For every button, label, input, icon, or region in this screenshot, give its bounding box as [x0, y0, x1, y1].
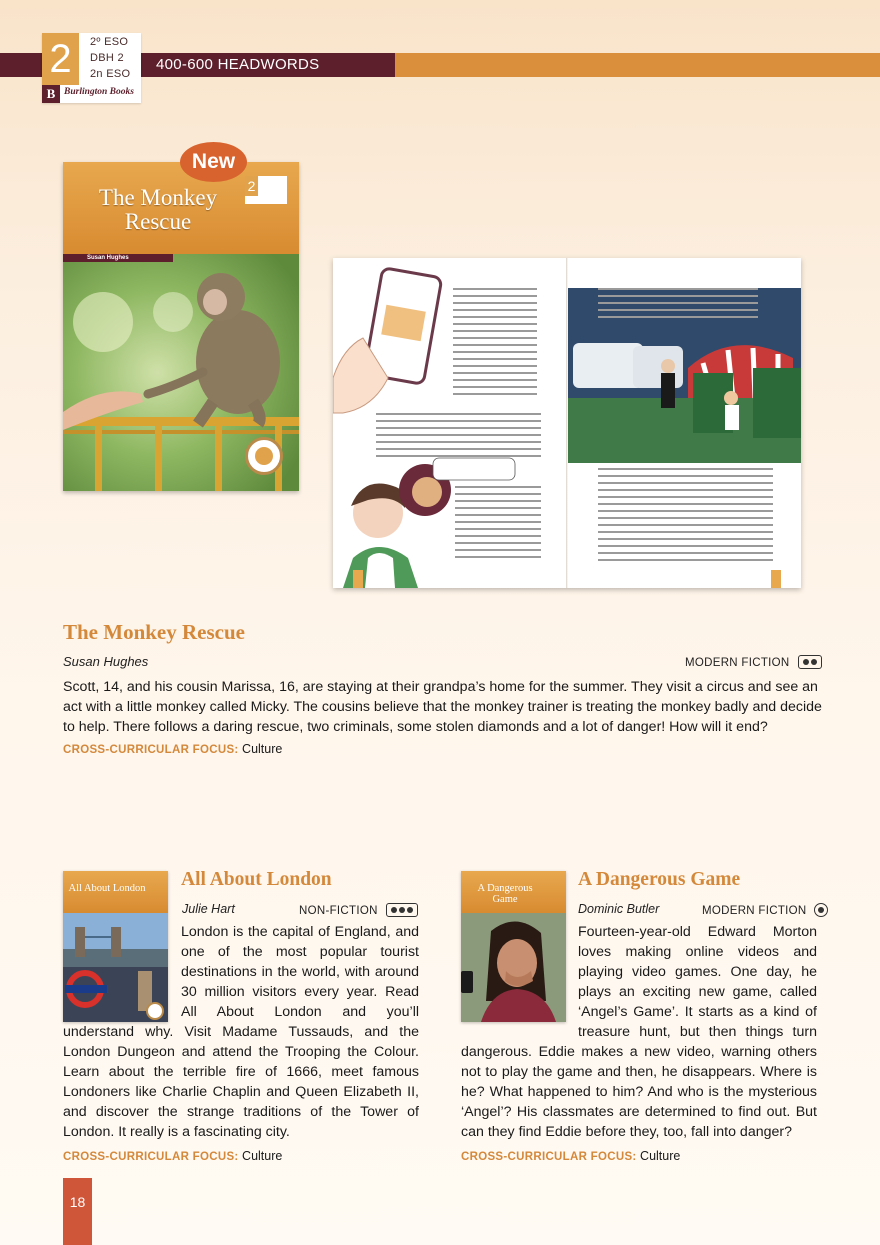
book-genre: NON-FICTION	[299, 905, 378, 917]
header-bar-right	[395, 53, 880, 77]
featured-book-author: Susan Hughes	[63, 654, 149, 669]
right-page-text-block-2	[598, 468, 773, 566]
focus-a-dangerous-game	[461, 1149, 680, 1163]
left-page-text-block-1	[453, 288, 537, 400]
featured-book-cover[interactable]	[63, 162, 299, 491]
cover-author: Susan Hughes	[87, 255, 129, 261]
focus-value: Culture	[242, 1149, 283, 1163]
cover-title: A Dangerous Game	[477, 883, 533, 905]
book-title-a-dangerous-game: A Dangerous Game	[578, 869, 741, 890]
level-number: 2	[42, 33, 79, 85]
book-author-all-about-london: Julie Hart	[182, 902, 235, 916]
book-description-a-dangerous-game	[461, 922, 817, 1142]
genre-group-a-dangerous-game	[702, 901, 828, 919]
page-number: 18	[63, 1178, 92, 1245]
focus-all-about-london	[63, 1149, 282, 1163]
cover-title: All About London	[68, 883, 146, 894]
difficulty-dots-icon	[386, 903, 418, 917]
book-genre: MODERN FICTION	[702, 905, 807, 917]
featured-book-title: The Monkey Rescue	[63, 620, 245, 644]
featured-focus	[63, 742, 282, 756]
difficulty-dots-icon	[798, 655, 822, 669]
focus-label: CROSS-CURRICULAR FOCUS:	[63, 744, 239, 756]
focus-value: Culture	[640, 1149, 681, 1163]
featured-description: Scott, 14, and his cousin Marissa, 16, are staying at their grandpa’s home for the summer. They visit a circus and see an act with a little monkey called Micky. The cousins believe that the monkey trainer is treating the monkey badly and decide to help. There follows a daring rescue, two criminals, some stolen diamonds and a lot of danger! How will it end?	[63, 679, 822, 735]
focus-label: CROSS-CURRICULAR FOCUS:	[63, 1151, 239, 1163]
description-text: Fourteen-year-old Edward Morton loves making online videos and playing video games. One day, he plays an exciting new game, called ‘Angel’s Game’. It starts as a kind of treasure hunt, but then things turn dangerous. Eddie makes a new video, warning others not to play the game and then, he disappears. Where is he? What happened to him? And who is the mysterious ‘Angel’? His classmates are determined to find out. But can they find Eddie before they, too, fall into danger?	[461, 924, 817, 1140]
level-line-3: 2n ESO	[90, 68, 131, 80]
genre-group-all-about-london	[299, 901, 418, 919]
left-page-text-block-3	[455, 486, 541, 563]
level-line-2: DBH 2	[90, 52, 124, 64]
level-line-1: 2º ESO	[90, 36, 129, 48]
focus-label: CROSS-CURRICULAR FOCUS:	[461, 1151, 637, 1163]
publisher-name: Burlington Books	[64, 87, 134, 97]
publisher-logo: B	[42, 85, 60, 103]
left-page-text-block-2	[376, 413, 541, 462]
book-author-a-dangerous-game: Dominic Butler	[578, 902, 660, 916]
featured-genre: MODERN FICTION	[685, 657, 790, 669]
sample-pages-spread	[333, 258, 801, 588]
spread-gutter	[566, 258, 568, 588]
headwords-label: 400-600 HEADWORDS	[156, 56, 320, 73]
book-title-all-about-london: All About London	[181, 869, 332, 890]
difficulty-dot-icon	[814, 903, 828, 917]
description-text: London is the capital of England, and one of the most popular tourist destinations in the world, with around 30 million visitors every year. Read All About London and you’ll understand why. Visit Madame Tussauds, and the London Dungeon and attend the Trooping the Colour. Learn about the terrible fire of 1666, meet famous Londoners like Charlie Chaplin and Queen Elizabeth II, and discover the strange traditions of the Tower of London. It really is a fascinating city.	[63, 924, 419, 1140]
cover-level-number: 2	[245, 176, 258, 196]
text-wrap-spacer	[461, 922, 578, 1042]
focus-value: Culture	[242, 742, 283, 756]
book-description-all-about-london	[63, 922, 419, 1142]
right-page-text-block-1	[598, 288, 758, 323]
featured-genre-group	[685, 653, 822, 671]
cover-title: The Monkey Rescue	[98, 185, 218, 234]
new-badge: New	[180, 142, 247, 182]
text-wrap-spacer	[63, 922, 181, 1022]
activity-reader-badge-icon	[245, 437, 283, 475]
